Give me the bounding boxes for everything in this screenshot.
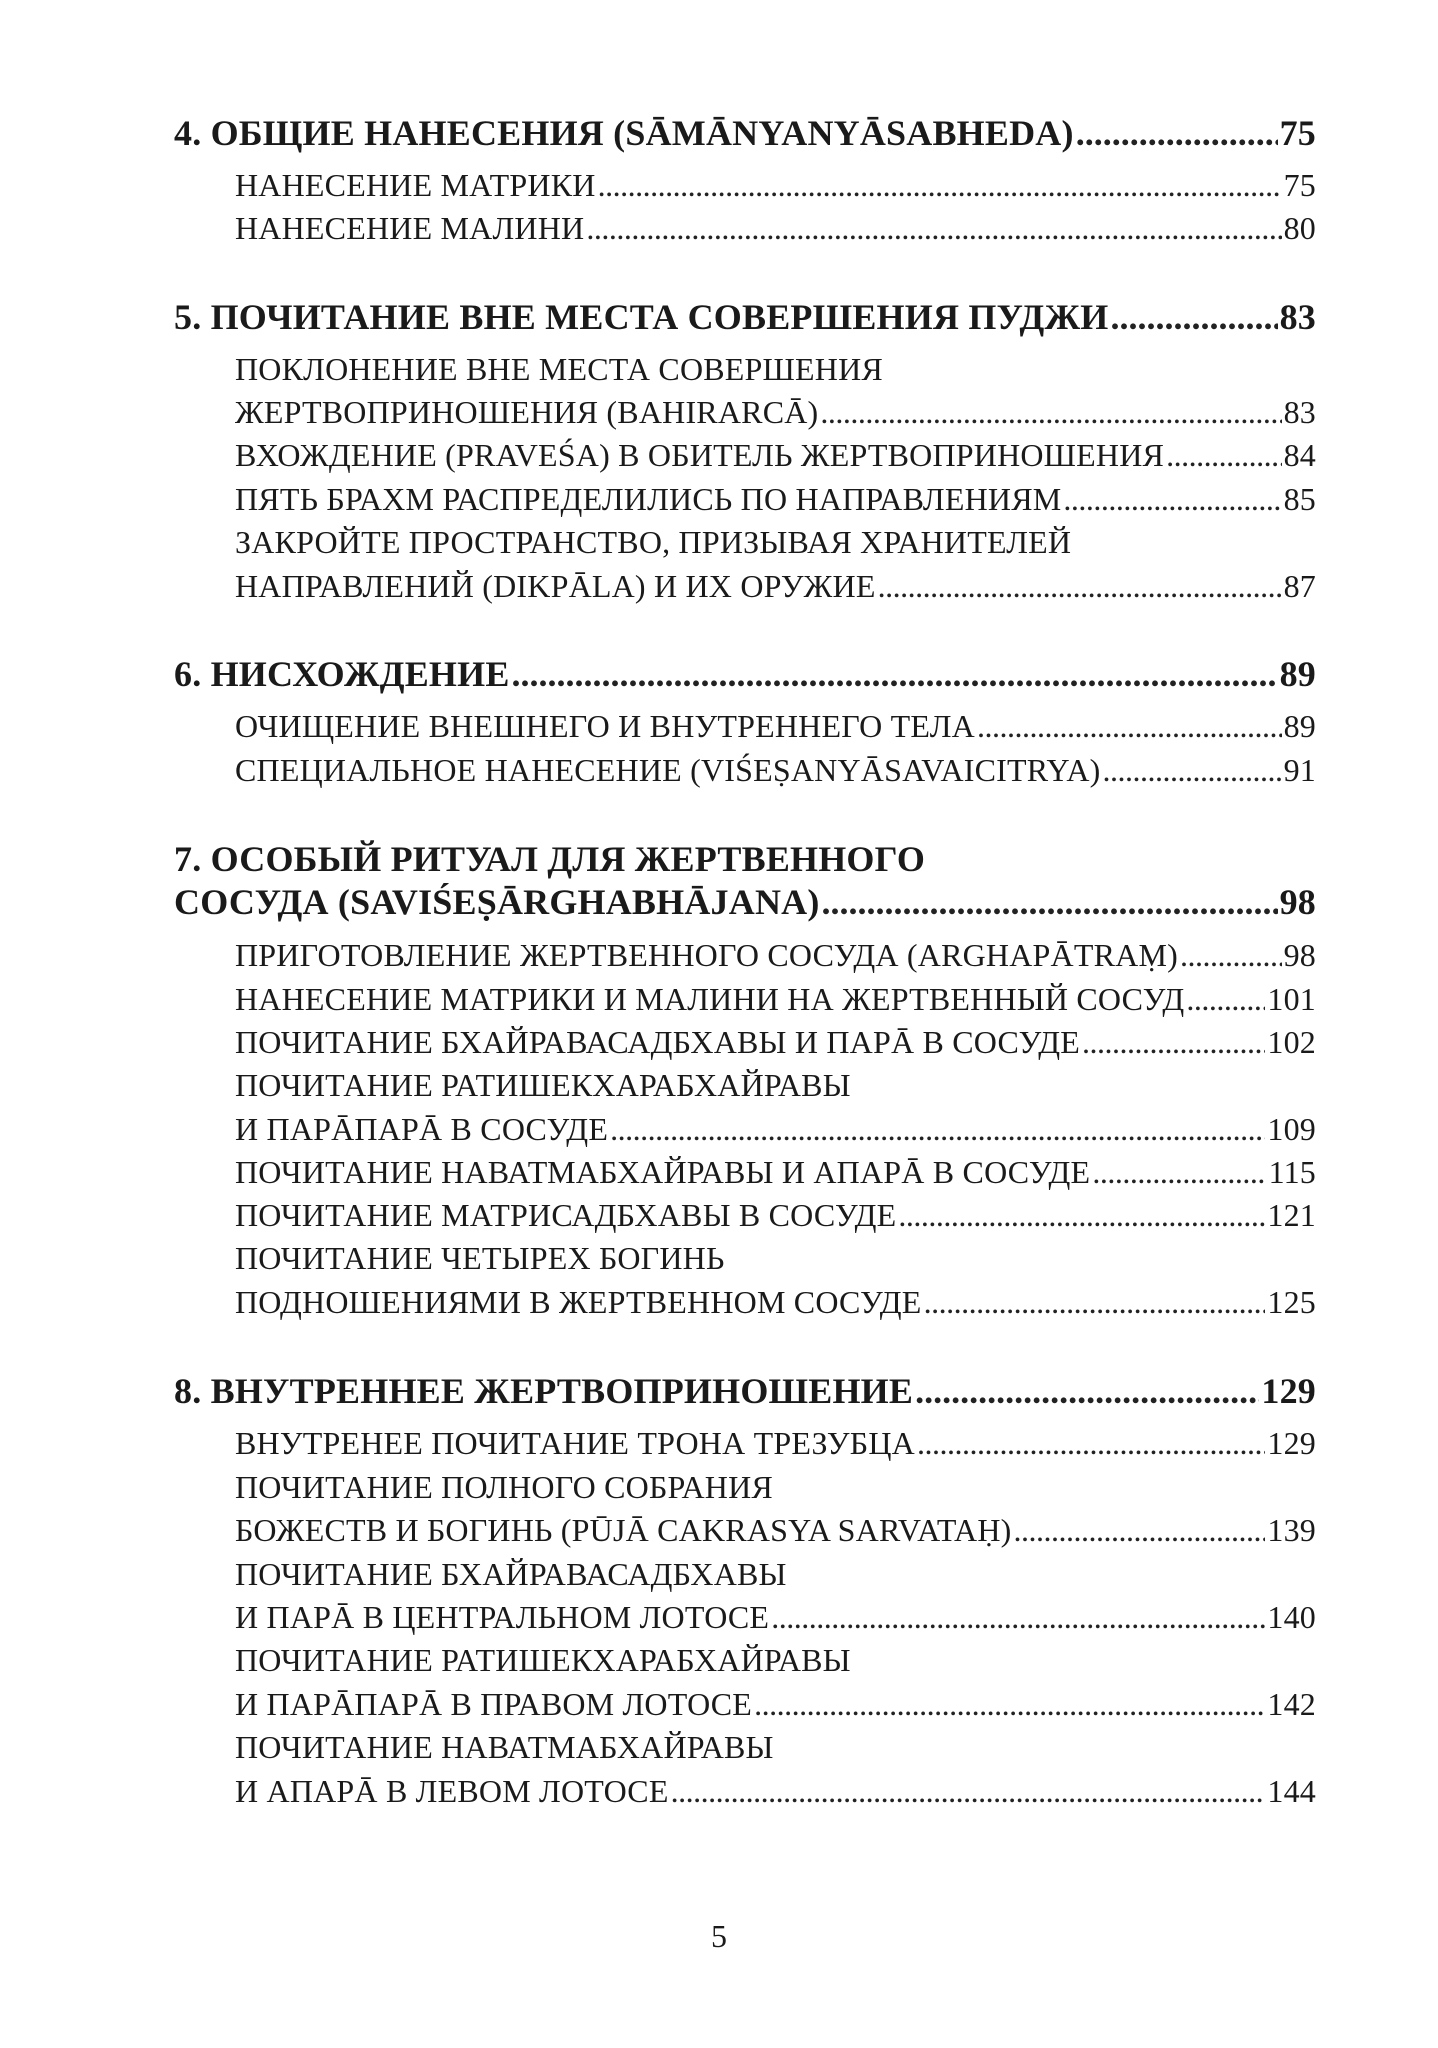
toc-entry-page: 142 <box>1267 1686 1316 1722</box>
toc-section-entry <box>235 524 1316 561</box>
toc-entry-page: 101 <box>1267 981 1316 1017</box>
dot-leader <box>878 568 1282 605</box>
toc-section-entry <box>235 210 1316 247</box>
toc-section-entry <box>235 1067 1316 1104</box>
toc-section-entry <box>235 1599 1316 1636</box>
toc-section-entry <box>235 1284 1316 1321</box>
dot-leader <box>598 167 1282 204</box>
toc-entry-label: ПОЧИТАНИЕ МАТРИСАДБХАВЫ В СОСУДЕ <box>235 1197 897 1233</box>
toc-entry-label: ПОЧИТАНИЕ РАТИШЕКХАРАБХАЙРАВЫ <box>235 1642 851 1678</box>
dot-leader <box>1082 1024 1265 1061</box>
dot-leader <box>1166 437 1282 474</box>
toc-entry-label: ПОЧИТАНИЕ БХАЙРАВАСАДБХАВЫ <box>235 1556 787 1592</box>
toc-entry-page: 89 <box>1283 708 1316 744</box>
toc-entry-page: 84 <box>1283 437 1316 473</box>
dot-leader <box>771 1599 1265 1636</box>
toc-section-entry <box>235 167 1316 204</box>
toc-entry-label: 8. ВНУТРЕННЕЕ ЖЕРТВОПРИНОШЕНИЕ <box>174 1371 914 1411</box>
toc-entry-label: ПОЧИТАНИЕ НАВАТМАБХАЙРАВЫ И АПАРĀ В СОСУДЕ <box>235 1154 1091 1190</box>
toc-section-entry <box>235 1642 1316 1679</box>
toc-chapter-entry <box>174 112 1316 154</box>
dot-leader <box>1111 296 1278 338</box>
toc-entry-label: БОЖЕСТВ И БОГИНЬ (PŪJĀ CAKRASYA SARVATAḤ) <box>235 1512 1012 1548</box>
dot-leader <box>671 1773 1266 1810</box>
toc-entry-label: 4. ОБЩИЕ НАНЕСЕНИЯ (SĀMĀNYANYĀSABHEDA) <box>174 113 1074 153</box>
toc-entry-page: 75 <box>1279 113 1316 153</box>
toc-entry-page: 85 <box>1283 481 1316 517</box>
toc-chapter-entry <box>174 838 1316 880</box>
dot-leader <box>1180 937 1282 974</box>
dot-leader <box>977 708 1282 745</box>
dot-leader <box>1063 481 1281 518</box>
toc-entry-label: И ПАРĀПАРĀ В СОСУДЕ <box>235 1111 609 1147</box>
toc-entry-label: ПРИГОТОВЛЕНИЕ ЖЕРТВЕННОГО СОСУДА (ARGHAPĀTRAṂ) <box>235 937 1178 973</box>
toc-entry-page: 98 <box>1283 937 1316 973</box>
toc-entry-label: ПОДНОШЕНИЯМИ В ЖЕРТВЕННОМ СОСУДЕ <box>235 1284 922 1320</box>
toc-section-entry <box>235 568 1316 605</box>
toc-entry-page: 80 <box>1283 210 1316 246</box>
toc-section-entry <box>235 351 1316 388</box>
toc-entry-page: 102 <box>1267 1024 1316 1060</box>
toc-entry-page: 98 <box>1279 882 1316 922</box>
toc-entry-label: ОЧИЩЕНИЕ ВНЕШНЕГО И ВНУТРЕННЕГО ТЕЛА <box>235 708 975 744</box>
toc-entry-page: 121 <box>1267 1197 1316 1233</box>
toc-chapter-entry <box>174 881 1316 923</box>
toc-entry-page: 115 <box>1268 1154 1316 1190</box>
dot-leader <box>924 1284 1266 1321</box>
toc-entry-page: 129 <box>1267 1425 1316 1461</box>
toc-entry-label: НАНЕСЕНИЕ МАТРИКИ <box>235 167 596 203</box>
toc-entry-label: ПОЧИТАНИЕ БХАЙРАВАСАДБХАВЫ И ПАРĀ В СОСУДЕ <box>235 1024 1080 1060</box>
toc-section-entry <box>235 1773 1316 1810</box>
toc-entry-page: 87 <box>1283 568 1316 604</box>
toc-section-entry <box>235 1729 1316 1766</box>
toc-section-entry <box>235 937 1316 974</box>
dot-leader <box>915 1370 1259 1412</box>
toc-entry-page: 144 <box>1267 1773 1316 1809</box>
toc-entry-page: 75 <box>1283 167 1316 203</box>
toc-chapter-entry <box>174 1370 1316 1412</box>
toc-section-entry <box>235 708 1316 745</box>
toc-section-entry <box>235 752 1316 789</box>
toc-entry-label: И ПАРĀ В ЦЕНТРАЛЬНОМ ЛОТОСЕ <box>235 1599 770 1635</box>
toc-section-entry <box>235 1556 1316 1593</box>
dot-leader <box>754 1686 1265 1723</box>
toc-chapter-entry <box>174 296 1316 338</box>
dot-leader <box>898 1197 1265 1234</box>
toc-entry-page: 139 <box>1267 1512 1316 1548</box>
toc-entry-label: И ПАРĀПАРĀ В ПРАВОМ ЛОТОСЕ <box>235 1686 753 1722</box>
toc-entry-label: НАПРАВЛЕНИЙ (DIKPĀLA) И ИХ ОРУЖИЕ <box>235 568 876 604</box>
toc-section-entry <box>235 1197 1316 1234</box>
toc-entry-page: 83 <box>1279 297 1316 337</box>
toc-entry-page: 91 <box>1283 752 1316 788</box>
toc-entry-label: ПОЧИТАНИЕ ЧЕТЫРЕХ БОГИНЬ <box>235 1240 725 1276</box>
toc-section-entry <box>235 1154 1316 1191</box>
toc-entry-label: ПЯТЬ БРАХМ РАСПРЕДЕЛИЛИСЬ ПО НАПРАВЛЕНИЯМ <box>235 481 1062 517</box>
toc-entry-label: СОСУДА (SAVIŚEṢĀRGHABHĀJANA) <box>174 882 820 922</box>
dot-leader <box>917 1425 1265 1462</box>
toc-entry-page: 140 <box>1267 1599 1316 1635</box>
toc-entry-label: 5. ПОЧИТАНИЕ ВНЕ МЕСТА СОВЕРШЕНИЯ ПУДЖИ <box>174 297 1109 337</box>
toc-entry-label: 7. ОСОБЫЙ РИТУАЛ ДЛЯ ЖЕРТВЕННОГО <box>174 839 926 879</box>
toc-entry-label: НАНЕСЕНИЕ МАТРИКИ И МАЛИНИ НА ЖЕРТВЕННЫЙ СОСУД <box>235 981 1185 1017</box>
toc-entry-label: ПОЧИТАНИЕ РАТИШЕКХАРАБХАЙРАВЫ <box>235 1067 851 1103</box>
toc-entry-page: 109 <box>1267 1111 1316 1147</box>
toc-entry-label: ВНУТРЕНЕЕ ПОЧИТАНИЕ ТРОНА ТРЕЗУБЦА <box>235 1425 915 1461</box>
toc-section-entry <box>235 1240 1316 1277</box>
page-number: 5 <box>711 1918 727 1954</box>
toc-entry-label: ЗАКРОЙТЕ ПРОСТРАНСТВО, ПРИЗЫВАЯ ХРАНИТЕЛЕЙ <box>235 524 1072 560</box>
toc-section-entry <box>235 394 1316 431</box>
toc-section-entry <box>235 1425 1316 1462</box>
dot-leader <box>820 394 1281 431</box>
toc-chapter-entry <box>174 653 1316 695</box>
dot-leader <box>512 653 1278 695</box>
toc-section-entry <box>235 981 1316 1018</box>
toc-entry-label: И АПАРĀ В ЛЕВОМ ЛОТОСЕ <box>235 1773 669 1809</box>
dot-leader <box>822 881 1278 923</box>
toc-entry-page: 129 <box>1261 1371 1316 1411</box>
toc-entry-label: ВХОЖДЕНИЕ (PRAVEŚA) В ОБИТЕЛЬ ЖЕРТВОПРИНОШЕНИЯ <box>235 437 1165 473</box>
dot-leader <box>610 1111 1265 1148</box>
toc-entry-label: ПОЧИТАНИЕ НАВАТМАБХАЙРАВЫ <box>235 1729 774 1765</box>
dot-leader <box>586 210 1281 247</box>
toc-entry-label: НАНЕСЕНИЕ МАЛИНИ <box>235 210 585 246</box>
dot-leader <box>1076 112 1278 154</box>
toc-section-entry <box>235 481 1316 518</box>
toc-entry-label: 6. НИСХОЖДЕНИЕ <box>174 654 510 694</box>
toc-section-entry <box>235 1512 1316 1549</box>
toc-section-entry <box>235 1469 1316 1506</box>
toc-section-entry <box>235 1111 1316 1148</box>
toc-entry-label: ПОЧИТАНИЕ ПОЛНОГО СОБРАНИЯ <box>235 1469 773 1505</box>
toc-section-entry <box>235 1024 1316 1061</box>
toc-entry-page: 89 <box>1279 654 1316 694</box>
dot-leader <box>1092 1154 1266 1191</box>
dot-leader <box>1186 981 1265 1018</box>
toc-entry-label: ЖЕРТВОПРИНОШЕНИЯ (BAHIRARCĀ) <box>235 394 819 430</box>
dot-leader <box>1103 752 1282 789</box>
toc-entry-label: ПОКЛОНЕНИЕ ВНЕ МЕСТА СОВЕРШЕНИЯ <box>235 351 883 387</box>
toc-entry-label: СПЕЦИАЛЬНОЕ НАНЕСЕНИЕ (VIŚEṢANYĀSAVAICITRYA) <box>235 752 1101 788</box>
toc-section-entry <box>235 437 1316 474</box>
toc-entry-page: 83 <box>1283 394 1316 430</box>
toc-section-entry <box>235 1686 1316 1723</box>
toc-entry-page: 125 <box>1267 1284 1316 1320</box>
dot-leader <box>1014 1512 1266 1549</box>
